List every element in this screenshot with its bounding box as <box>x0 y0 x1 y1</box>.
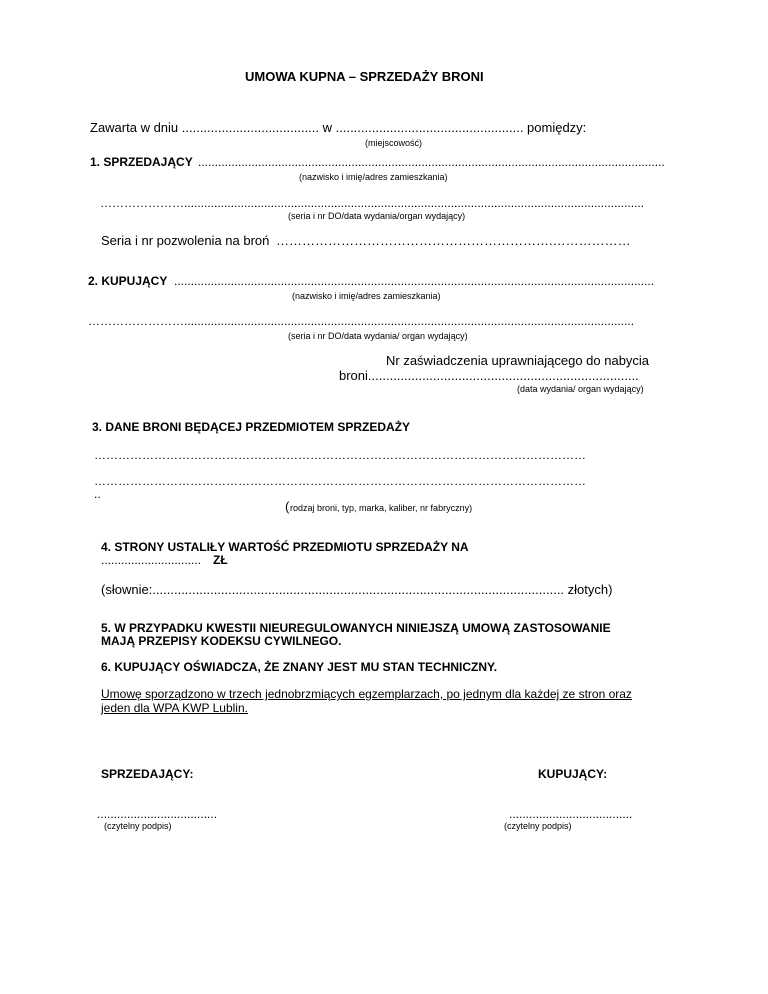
place-hint: (miejscowość) <box>365 138 423 148</box>
document-title: UMOWA KUPNA – SPRZEDAŻY BRONI <box>245 69 484 84</box>
seller-label: 1. SPRZEDAJĄCY <box>90 155 193 169</box>
seller-name-line: ............................................................................................................................................ <box>198 155 665 169</box>
buyer-signature-label: KUPUJĄCY: <box>538 767 608 781</box>
buyer-name-line: ................................................................................................................................................ <box>174 274 655 288</box>
weapon-line-1: …………………………………………………………………………………………………………… <box>94 448 586 462</box>
certificate-line: broni........................................................................... <box>339 368 639 383</box>
copies-note-line-2: jeden dla WPA KWP Lublin. <box>101 701 248 715</box>
contract-date-place-line: Zawarta w dniu ...................................... w .................................................... pomiędzy: <box>90 120 587 135</box>
weapon-hint-paren: ( <box>285 499 290 514</box>
seller-signature-line: .................................... <box>97 807 218 821</box>
copies-note-line-1: Umowę sporządzono w trzech jednobrzmiących egzemplarzach, po jednym dla każdej ze stron oraz <box>101 687 632 701</box>
seller-signature-hint: (czytelny podpis) <box>104 821 172 831</box>
value-amount-line: .............................. <box>101 553 202 567</box>
clause-6: 6. KUPUJĄCY OŚWIADCZA, ŻE ZNANY JEST MU STAN TECHNICZNY. <box>101 660 498 674</box>
buyer-signature-hint: (czytelny podpis) <box>504 821 572 831</box>
value-heading: 4. STRONY USTALIŁY WARTOŚĆ PRZEDMIOTU SPRZEDAŻY NA <box>101 540 469 554</box>
weapon-hint: rodzaj broni, typ, marka, kaliber, nr fabryczny) <box>290 503 473 513</box>
clause-5-line-1: 5. W PRZYPADKU KWESTII NIEUREGULOWANYCH NINIEJSZĄ UMOWĄ ZASTOSOWANIE <box>101 621 611 635</box>
weapon-line-2: …………………………………………………………………………………………………………… <box>94 474 586 488</box>
clause-5-line-2: MAJĄ PRZEPISY KODEKSU CYWILNEGO. <box>101 634 342 648</box>
value-in-words-line: (słownie:.................................................................................................................. złotych) <box>101 582 613 597</box>
seller-id-hint: (seria i nr DO/data wydania/organ wydający) <box>288 211 466 221</box>
certificate-label: Nr zaświadczenia uprawniającego do nabycia <box>386 353 650 368</box>
seller-signature-label: SPRZEDAJĄCY: <box>101 767 194 781</box>
buyer-id-hint: (seria i nr DO/data wydania/ organ wydający) <box>288 331 468 341</box>
certificate-hint: (data wydania/ organ wydający) <box>517 384 644 394</box>
buyer-signature-line: ..................................... <box>509 807 633 821</box>
buyer-id-line: ……………………....................................................................................................................................... <box>88 314 635 328</box>
weapon-heading: 3. DANE BRONI BĘDĄCEJ PRZEDMIOTEM SPRZEDAŻY <box>92 420 411 434</box>
seller-name-hint: (nazwisko i imię/adres zamieszkania) <box>299 172 448 182</box>
weapon-line-3: .. <box>94 487 101 501</box>
value-currency: ZŁ <box>213 553 228 567</box>
permit-label: Seria i nr pozwolenia na broń <box>101 233 270 248</box>
buyer-label: 2. KUPUJĄCY <box>88 274 168 288</box>
seller-id-line: ………………….......................................................................................................................................... <box>100 196 645 210</box>
permit-line: ……………………………………………………….……………… <box>276 233 631 248</box>
buyer-name-hint: (nazwisko i imię/adres zamieszkania) <box>292 291 441 301</box>
